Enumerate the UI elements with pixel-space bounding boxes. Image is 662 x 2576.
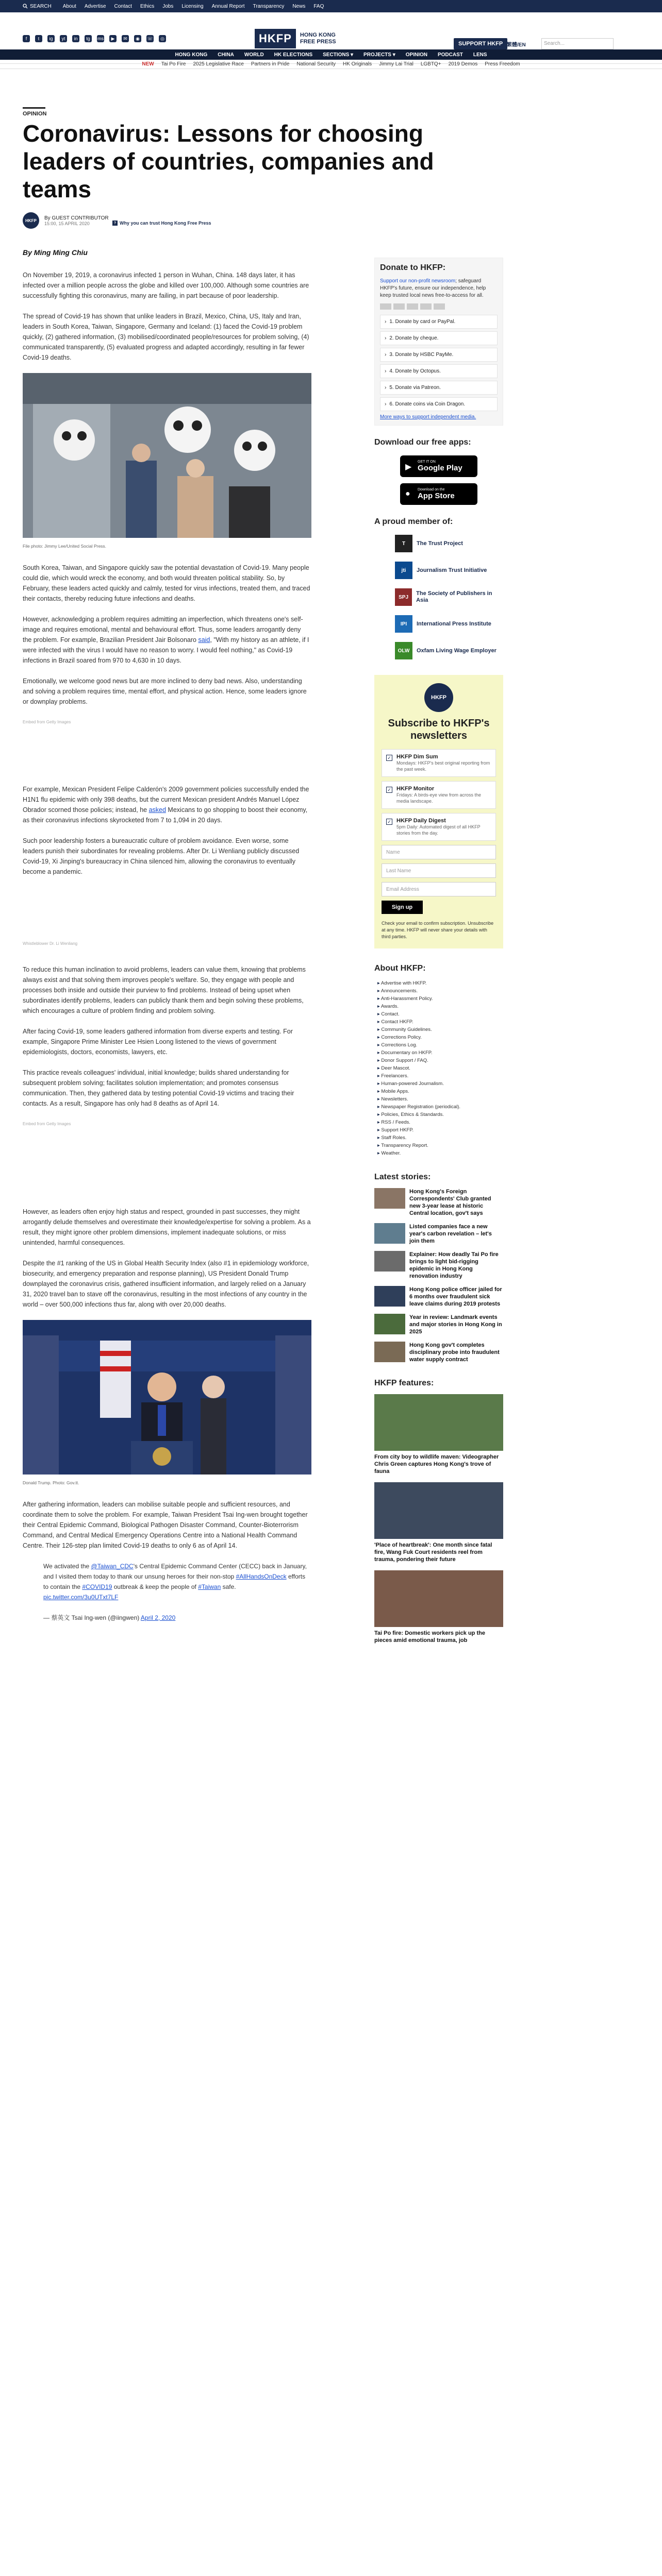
about-item[interactable]: ▸ Newsletters. bbox=[377, 1095, 503, 1103]
name-input[interactable]: Name bbox=[382, 845, 496, 859]
feature-item[interactable] bbox=[374, 1570, 503, 1644]
donate-option[interactable] bbox=[380, 397, 498, 411]
newsletter-logo: HKFP bbox=[424, 683, 453, 712]
nav-item-opinion[interactable]: OPINION bbox=[405, 52, 427, 58]
tweet-date-link[interactable]: April 2, 2020 bbox=[140, 1614, 176, 1621]
sopa-logo: SPJ bbox=[395, 588, 412, 606]
tweet-text: efforts to contain the bbox=[43, 1573, 306, 1590]
newsletter-option-title: HKFP Dim Sum bbox=[396, 754, 438, 760]
author-name[interactable]: By GUEST CONTRIBUTOR bbox=[44, 215, 109, 221]
article-body bbox=[23, 247, 311, 1633]
why-trust-link[interactable] bbox=[112, 221, 211, 226]
newsletter-option-desc: 5pm Daily: Automated digest of all HKFP stories from the day. bbox=[396, 824, 481, 836]
member-name: The Trust Project bbox=[417, 540, 463, 547]
about-item[interactable]: ▸ Corrections Policy. bbox=[377, 1033, 503, 1041]
youtube-icon[interactable]: yt bbox=[60, 35, 67, 42]
about-item[interactable]: ▸ Documentary on HKFP. bbox=[377, 1049, 503, 1057]
question-icon: ? bbox=[112, 221, 118, 226]
trending-item[interactable]: Press Freedom bbox=[485, 61, 520, 67]
top-menu-item[interactable]: About bbox=[62, 3, 76, 9]
newsletter-option-digest[interactable] bbox=[382, 813, 496, 841]
sidebar bbox=[374, 258, 503, 1651]
story-item[interactable] bbox=[374, 1286, 503, 1308]
about-title: About HKFP: bbox=[374, 964, 426, 973]
about-item[interactable]: ▸ Anti-Harassment Policy. bbox=[377, 995, 503, 1003]
about-item[interactable]: ▸ Corrections Log. bbox=[377, 1041, 503, 1049]
story-title: Listed companies face a new year's carbon revelation – let's join them bbox=[409, 1224, 492, 1244]
member-name: Oxfam Living Wage Employer bbox=[417, 647, 496, 654]
tweet-text: We activated the bbox=[43, 1563, 91, 1570]
embedded-tweet bbox=[23, 1561, 311, 1623]
section-label[interactable]: OPINION bbox=[23, 107, 45, 117]
stories-title: Latest stories: bbox=[374, 1173, 431, 1181]
feature-image bbox=[374, 1570, 503, 1627]
story-thumbnail bbox=[374, 1286, 405, 1307]
logo-mark: HKFP bbox=[255, 29, 296, 48]
logo-line-2: FREE PRESS bbox=[300, 39, 336, 45]
about-item[interactable]: ▸ Human-powered Journalism. bbox=[377, 1080, 503, 1088]
article-photo-panda bbox=[23, 373, 311, 538]
story-thumbnail bbox=[374, 1342, 405, 1362]
paragraph bbox=[23, 614, 311, 666]
story-thumbnail bbox=[374, 1223, 405, 1244]
donate-option-label: 3. Donate by HSBC PayMe. bbox=[389, 352, 454, 358]
features-title: HKFP features: bbox=[374, 1379, 434, 1387]
story-item[interactable] bbox=[374, 1314, 503, 1335]
donate-option-label: 5. Donate via Patreon. bbox=[389, 385, 441, 391]
about-item[interactable]: ▸ Support HKFP. bbox=[377, 1126, 503, 1134]
article-headline: Coronavirus: Lessons for choosing leaders of countries, companies and teams bbox=[23, 120, 434, 202]
main-nav bbox=[0, 49, 662, 60]
nav-item-sections[interactable]: SECTIONS ▾ bbox=[323, 52, 354, 58]
photo-caption: Donald Trump. Photo: Gov.tt. bbox=[23, 1480, 79, 1485]
nav-item-hong-kong[interactable]: HONG KONG bbox=[175, 52, 208, 58]
feature-title: Tai Po fire: Domestic workers pick up the pieces amid emotional trauma, job bbox=[374, 1630, 485, 1643]
arrow-right-icon: › bbox=[385, 335, 387, 341]
site-logo[interactable] bbox=[255, 29, 336, 48]
twitter-icon[interactable]: t bbox=[35, 35, 42, 42]
trending-item[interactable]: Partners in Pride bbox=[251, 61, 290, 67]
instagram-icon[interactable]: ig bbox=[47, 35, 55, 42]
story-thumbnail bbox=[374, 1188, 405, 1209]
trending-item[interactable]: National Security bbox=[296, 61, 336, 67]
about-list bbox=[374, 979, 503, 1157]
about-item[interactable]: ▸ Freelancers. bbox=[377, 1072, 503, 1080]
apple-icon: ● bbox=[405, 489, 410, 498]
newsletter-option-dim-sum[interactable] bbox=[382, 749, 496, 777]
checkbox-icon[interactable]: ✓ bbox=[386, 787, 392, 793]
tweet-signature: — 蔡英文 Tsai Ing-wen (@iingwen) bbox=[43, 1614, 141, 1621]
donate-option[interactable] bbox=[380, 381, 498, 395]
facebook-icon[interactable]: f bbox=[23, 35, 30, 42]
newsletter-option-title: HKFP Daily Digest bbox=[396, 818, 446, 824]
article-photo-trump bbox=[23, 1320, 311, 1475]
tweet-link-cdc[interactable]: @Taiwan_CDC bbox=[91, 1563, 134, 1570]
trending-item[interactable]: HK Originals bbox=[342, 61, 372, 67]
more-ways-link[interactable]: More ways to support independent media. bbox=[380, 414, 476, 420]
donate-option[interactable] bbox=[380, 331, 498, 345]
amex-icon bbox=[407, 303, 418, 310]
whatsapp-icon[interactable]: ☏ bbox=[146, 35, 154, 42]
story-item[interactable] bbox=[374, 1251, 503, 1280]
trending-nav bbox=[0, 60, 662, 69]
appstore-big-label: App Store bbox=[418, 492, 455, 500]
author-avatar: HKFP bbox=[23, 212, 39, 229]
story-title: Year in review: Landmark events and major stories in Hong Kong in 2025 bbox=[409, 1314, 502, 1335]
feature-title: From city boy to wildlife maven: Videographer Chris Green captures Hong Kong's trove of fauna bbox=[374, 1454, 499, 1475]
signal-icon[interactable]: ◎ bbox=[159, 35, 166, 42]
member-jti[interactable] bbox=[395, 562, 503, 579]
press-briefing-illustration bbox=[23, 1320, 311, 1475]
donate-option-label: 2. Donate by cheque. bbox=[389, 335, 439, 341]
about-item[interactable]: ▸ Announcements. bbox=[377, 987, 503, 995]
tweet-hashtag[interactable]: #COVID19 bbox=[82, 1583, 112, 1590]
tweet-pic-link[interactable]: pic.twitter.com/3u0UTxt7LF bbox=[43, 1594, 119, 1601]
feature-item[interactable] bbox=[374, 1394, 503, 1475]
search-icon bbox=[23, 4, 28, 9]
story-title: Hong Kong's Foreign Correspondents' Club granted new 3-year lease at historic Central location, gov't says bbox=[409, 1189, 491, 1216]
about-item[interactable]: ▸ Deer Mascot. bbox=[377, 1064, 503, 1072]
newsletter-title: Subscribe to HKFP's newsletters bbox=[388, 718, 490, 741]
member-name: The Society of Publishers in Asia bbox=[416, 590, 492, 603]
newsletter-option-monitor[interactable] bbox=[382, 781, 496, 809]
getty-embed: Embed from Getty Images bbox=[23, 1122, 71, 1126]
visa-icon bbox=[380, 303, 391, 310]
top-menu-item[interactable]: News bbox=[292, 3, 306, 9]
tweet-text: 's Central Epidemic Command Center (CECC) back in January, and I visited them today to thank our unsung heroes for their non-stop bbox=[43, 1563, 307, 1580]
trending-item[interactable]: 2025 Legislative Race bbox=[193, 61, 244, 67]
about-item[interactable]: ▸ Policies, Ethics & Standards. bbox=[377, 1111, 503, 1118]
trending-item[interactable]: LGBTQ+ bbox=[420, 61, 441, 67]
about-item[interactable]: ▸ RSS / Feeds. bbox=[377, 1118, 503, 1126]
top-search[interactable] bbox=[23, 4, 52, 9]
signup-button[interactable]: Sign up bbox=[382, 901, 423, 914]
video-icon[interactable]: ▶ bbox=[109, 35, 117, 42]
donate-text bbox=[380, 278, 498, 299]
support-newsroom-link[interactable]: Support our non-profit newsroom bbox=[380, 278, 456, 284]
story-item[interactable] bbox=[374, 1188, 503, 1217]
feature-image bbox=[374, 1482, 503, 1539]
paypal-icon bbox=[420, 303, 432, 310]
about-item[interactable]: ▸ Transparency Report. bbox=[377, 1142, 503, 1149]
donate-title: Donate to HKFP: bbox=[380, 263, 446, 272]
donate-option[interactable] bbox=[380, 364, 498, 378]
arrow-right-icon: › bbox=[385, 401, 387, 407]
email-input[interactable]: Email Address bbox=[382, 882, 496, 896]
last-name-input[interactable]: Last Name bbox=[382, 863, 496, 878]
newsletter-note: Check your email to confirm subscription. Unsubscribe at any time. HKFP will never share your details with third parties. bbox=[382, 921, 494, 939]
paragraph bbox=[23, 784, 311, 825]
arrow-right-icon: › bbox=[385, 319, 387, 325]
feature-image bbox=[374, 1394, 503, 1451]
arrow-right-icon: › bbox=[385, 368, 387, 374]
top-menu-item[interactable]: Advertise bbox=[84, 3, 106, 9]
tweet-text: safe. bbox=[221, 1583, 236, 1590]
header-search-input[interactable]: Search... bbox=[541, 38, 614, 49]
getty-embed: Embed from Getty Images bbox=[23, 720, 71, 724]
member-name: Journalism Trust Initiative bbox=[417, 567, 487, 573]
donate-option-label: 6. Donate coins via Coin Dragon. bbox=[389, 401, 466, 407]
story-title: Hong Kong gov't completes disciplinary probe into fraudulent water supply contract bbox=[409, 1342, 500, 1363]
paragraph-text: , "With my history as an athlete, if I were infected with the virus I would have no reason to worry. I would feel nothing," as Covid-19 infections in Brazil soared from 970 to 4,630 in 10 days. bbox=[23, 636, 309, 664]
nav-item-world[interactable]: WORLD bbox=[244, 52, 264, 58]
google-play-button[interactable] bbox=[400, 455, 477, 477]
checkbox-icon[interactable]: ✓ bbox=[386, 755, 392, 761]
top-menu-item[interactable]: Contact bbox=[114, 3, 132, 9]
nav-item-china[interactable]: CHINA bbox=[218, 52, 234, 58]
nav-item-projects[interactable]: PROJECTS ▾ bbox=[363, 52, 395, 58]
new-badge: NEW bbox=[142, 61, 154, 67]
social-links bbox=[23, 35, 166, 42]
donate-option[interactable] bbox=[380, 315, 498, 329]
tweet-text: outbreak & keep the people of bbox=[112, 1583, 198, 1590]
paragraph: Such poor leadership fosters a bureaucratic culture of problem avoidance. Even worse, some leaders punish their subordinates for revealing problems. After Dr. Li Wenliang publicly discussed Covid-19, Xi Jinping's bureaucracy in China silenced him, allowing the coronavirus to eventually become a pandemic. bbox=[23, 837, 300, 875]
about-item[interactable]: ▸ Staff Roles. bbox=[377, 1134, 503, 1142]
paragraph: To reduce this human inclination to avoid problems, leaders can value them, knowing that problems always exist and that solving them improves people's welfare. So, they engage with people and processes both inside and outside their purview to find problems. Instead of being upset when subordinates identify problems, leaders can publicly thank them and begin solving these problems, which encourages a culture of problem finding and problem solving. bbox=[23, 966, 306, 1014]
trust-project-logo: T bbox=[395, 535, 412, 552]
member-ipi[interactable] bbox=[395, 615, 503, 633]
top-menu-item[interactable]: Licensing bbox=[181, 3, 204, 9]
publish-date: 15:00, 15 APRIL 2020 bbox=[44, 221, 90, 226]
threads-icon[interactable]: ◉ bbox=[134, 35, 141, 42]
member-name: International Press Institute bbox=[417, 620, 491, 627]
mastercard-icon bbox=[393, 303, 405, 310]
arrow-right-icon: › bbox=[385, 352, 387, 358]
about-item[interactable]: ▸ Weather. bbox=[377, 1149, 503, 1157]
paragraph: On November 19, 2019, a coronavirus infected 1 person in Wuhan, China. 148 days later, it has infected over a million people across the globe and killed over 100,000. Although some countries are successfully fighting this coronavirus, many are failing, in part because of poor leadership. bbox=[23, 272, 309, 299]
story-thumbnail bbox=[374, 1314, 405, 1334]
said-link[interactable]: said bbox=[198, 636, 210, 643]
donate-description: ; safeguard HKFP's future, ensure our independence, help keep trusted local news free-to-access for all. bbox=[380, 278, 486, 298]
paragraph: After facing Covid-19, some leaders gathered information from diverse experts and testing. For example, Singapore Prime Minister Lee Hsien Loong listened to the views of government epidemiologists, doctors, economists, lawyers, etc. bbox=[23, 1028, 293, 1056]
byline bbox=[23, 212, 109, 229]
asked-link[interactable]: asked bbox=[148, 806, 166, 814]
trending-item[interactable]: Jimmy Lai Trial bbox=[379, 61, 413, 67]
story-title: Explainer: How deadly Tai Po fire brings to light bid-rigging epidemic in Hong Kong renovation industry bbox=[409, 1251, 499, 1279]
paragraph-text: For example, Mexican President Felipe Calderón's 2009 government policies successfully ended the H1N1 flu epidemic with only 398 deaths, but the current Mexican president Andrés Manuel López Obrador scorned those policies; instead, he bbox=[23, 786, 309, 814]
play-store-icon: ▶ bbox=[405, 463, 412, 471]
paragraph: The spread of Covid-19 has shown that unlike leaders in Brazil, Mexico, China, US, Italy and Iran, leaders in South Korea, Taiwan, Singapore, Germany and Iceland: (1) faced the Covid-19 problem quickly, (2) gathered information, (3) mobilised/coordinated people/resources for problem solving, (4) communicated transparently, (5) evaluated progress and adapted accordingly, resulting in far fewer Covid-19 deaths. bbox=[23, 313, 309, 361]
applepay-icon bbox=[434, 303, 445, 310]
top-search-label: SEARCH bbox=[30, 3, 52, 9]
about-item[interactable]: ▸ Community Guidelines. bbox=[377, 1026, 503, 1033]
paragraph: Emotionally, we welcome good news but are more inclined to deny bad news. Also, understanding and solving a problem requires time, mental effort, and physical action. Hence, some leaders ignore or downplay problems. bbox=[23, 677, 307, 705]
trending-item[interactable]: Tai Po Fire bbox=[161, 61, 186, 67]
story-thumbnail bbox=[374, 1251, 405, 1272]
top-menu-item[interactable]: FAQ bbox=[313, 3, 324, 9]
oxfam-logo: OLW bbox=[395, 642, 412, 659]
gplay-small-label: GET IT ON bbox=[418, 460, 436, 464]
story-item[interactable] bbox=[374, 1223, 503, 1245]
tweet-hashtag[interactable]: #Taiwan bbox=[198, 1583, 221, 1590]
top-menu-item[interactable]: Ethics bbox=[140, 3, 155, 9]
photo-caption: File photo: Jimmy Lee/United Social Press. bbox=[23, 544, 107, 549]
newsletter-option-title: HKFP Monitor bbox=[396, 786, 435, 792]
paragraph: After gathering information, leaders can mobilise suitable people and sufficient resources, and coordinate them to solve the problem. For example, Taiwan President Tsai Ing-wen brought together their Central Epidemic Command, Biological Pathogen Disaster Command, Counter-Bioterrorism Command, and Central Medical Emergency Operations Centre into a National Health Command Centre. Their 126-step plan limited Covid-19 deaths to only 6 as of April 14. bbox=[23, 1501, 308, 1549]
appstore-small-label: Download on the bbox=[418, 488, 445, 492]
support-button[interactable]: SUPPORT HKFP bbox=[454, 38, 507, 49]
donate-option-label: 4. Donate by Octopus. bbox=[389, 368, 441, 374]
language-switch[interactable]: 繁體/EN bbox=[507, 42, 526, 48]
about-item[interactable]: ▸ Advertise with HKFP. bbox=[377, 979, 503, 987]
panda-photo-illustration bbox=[23, 373, 311, 538]
email-icon[interactable]: ✉ bbox=[122, 35, 129, 42]
jti-logo: jti bbox=[395, 562, 412, 579]
newsletter-option-desc: Mondays: HKFP's best original reporting from the past week. bbox=[396, 760, 490, 772]
nav-item-podcast[interactable]: PODCAST bbox=[437, 52, 463, 58]
paragraph: However, as leaders often enjoy high status and respect, grounded in past successes, they might arrogantly delude themselves and overestimate their knowledge/expertise for solving a problem. As a result, they might ignore other problem dimensions, implement inadequate solutions, or miss unintended, harmful consequences. bbox=[23, 1208, 311, 1246]
article-author: By Ming Ming Chiu bbox=[23, 248, 88, 257]
member-title: A proud member of: bbox=[374, 517, 453, 526]
paragraph-text: Mexicans to go shopping to boost their economy, as their coronavirus infections skyrocketed from 7 to 1,094 in 20 days. bbox=[23, 806, 308, 824]
paragraph: Despite the #1 ranking of the US in Global Health Security Index (also #1 in epidemiology workforce, biosecurity, and emergency preparation and response planning), US President Donald Trump downplayed the coronavirus crisis, gathered insufficient information, and largely relied on a January 31, 2020 travel ban to stave off the coronavirus, resulting in the most infections of any country in the world – over 500,000 infections thus far, along with over 20,000 deaths. bbox=[23, 1260, 309, 1308]
about-item[interactable]: ▸ Mobile Apps. bbox=[377, 1088, 503, 1095]
about-item[interactable]: ▸ Awards. bbox=[377, 1003, 503, 1010]
donate-box bbox=[374, 258, 503, 426]
donate-option[interactable] bbox=[380, 348, 498, 362]
logo-line-1: HONG KONG bbox=[300, 32, 336, 38]
mastodon-icon[interactable]: ms bbox=[97, 36, 104, 41]
telegram-icon[interactable]: tg bbox=[85, 35, 92, 42]
story-item[interactable] bbox=[374, 1342, 503, 1363]
trending-item[interactable]: 2019 Demos bbox=[448, 61, 478, 67]
payment-icons bbox=[380, 303, 498, 310]
embed-caption: Whistleblower Dr. Li Wenliang bbox=[23, 941, 78, 946]
top-menu-item[interactable]: Jobs bbox=[162, 3, 174, 9]
feature-item[interactable] bbox=[374, 1482, 503, 1563]
about-item[interactable]: ▸ Contact HKFP. bbox=[377, 1018, 503, 1026]
paragraph: This practice reveals colleagues' individual, initial knowledge; builds shared understanding for subsequent problem solving; facilitates solution implementation; and promotes consensus communication. Then, they gathered data by testing potential Covid-19 victims and tracing their contacts. As a result, Singapore has only had 8 deaths as of April 14. bbox=[23, 1069, 294, 1107]
ipi-logo: IPI bbox=[395, 615, 412, 633]
member-sopa[interactable] bbox=[395, 588, 503, 606]
member-trust-project[interactable] bbox=[395, 535, 503, 552]
nav-item-lens[interactable]: LENS bbox=[473, 52, 487, 58]
app-store-button[interactable] bbox=[400, 483, 477, 505]
story-title: Hong Kong police officer jailed for 6 months over fraudulent sick leave claims during 2019 protests bbox=[409, 1286, 502, 1307]
why-trust-label: Why you can trust Hong Kong Free Press bbox=[120, 221, 211, 226]
newsletter-option-desc: Fridays: A birds-eye view from across the media landscape. bbox=[396, 792, 482, 804]
top-menu-item[interactable]: Transparency bbox=[253, 3, 285, 9]
top-menu-item[interactable]: Annual Report bbox=[211, 3, 245, 9]
member-oxfam[interactable] bbox=[395, 642, 503, 659]
about-item[interactable]: ▸ Donor Support / FAQ. bbox=[377, 1057, 503, 1064]
donate-option-label: 1. Donate by card or PayPal. bbox=[389, 319, 456, 325]
logo-wordmark bbox=[300, 32, 336, 45]
about-item[interactable]: ▸ Newspaper Registration (periodical). bbox=[377, 1103, 503, 1111]
arrow-right-icon: › bbox=[385, 385, 387, 391]
apps-title: Download our free apps: bbox=[374, 438, 471, 447]
newsletter-box bbox=[374, 675, 503, 948]
nav-item-elections[interactable]: HK ELECTIONS bbox=[274, 52, 313, 58]
feature-title: 'Place of heartbreak': One month since fatal fire, Wang Fuk Court residents reel from trauma, pondering their future bbox=[374, 1542, 492, 1563]
linkedin-icon[interactable]: in bbox=[72, 35, 79, 42]
utility-bar bbox=[0, 0, 662, 12]
checkbox-icon[interactable]: ✓ bbox=[386, 819, 392, 825]
paragraph-text: However, acknowledging a problem requires admitting an imperfection, which threatens one's self-image and requires emotional, mental and behavioural effort. Thus, some leaders arrogantly deny the problem. For example, Brazilian President Jair Bolsonaro bbox=[23, 616, 303, 643]
tweet-hashtag[interactable]: #AllHandsOnDeck bbox=[236, 1573, 287, 1580]
about-item[interactable]: ▸ Contact. bbox=[377, 1010, 503, 1018]
paragraph: South Korea, Taiwan, and Singapore quickly saw the potential devastation of Covid-19. Many people could die, which would wreck the economy, and both would threaten political stability. So, by February, these leaders acted quickly and calmly, tested for virus infections, treated them, and traced their contacts, thereby reducing future infections and deaths. bbox=[23, 564, 310, 602]
gplay-big-label: Google Play bbox=[418, 464, 462, 472]
